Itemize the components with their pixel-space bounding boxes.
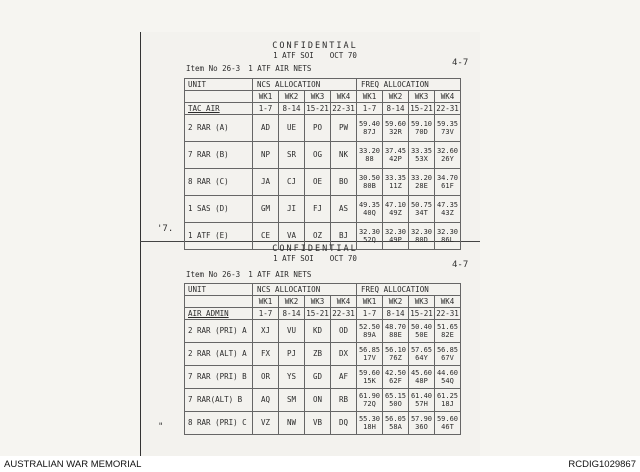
freq-code: 18J [441, 400, 454, 408]
ncs-cell: AS [331, 196, 357, 223]
week-label: WK4 [435, 296, 461, 308]
freq-code: 36O [415, 423, 428, 431]
freq-cell [409, 412, 435, 435]
item-line [186, 64, 311, 73]
freq-value: 51.65 [436, 323, 459, 331]
freq-header: FREQ ALLOCATION [357, 79, 461, 91]
freq-cell [435, 320, 461, 343]
group-label: AIR ADMIN [185, 308, 253, 320]
freq-code: 46T [441, 423, 454, 431]
week-label: WK2 [279, 91, 305, 103]
freq-code: 88 [365, 155, 374, 163]
freq-value: 45.60 [410, 369, 433, 377]
freq-cell [409, 343, 435, 366]
freq-value: 65.15 [384, 392, 407, 400]
freq-code: 72Q [363, 400, 376, 408]
freq-value: 32.30 [436, 228, 459, 236]
freq-cell [357, 366, 383, 389]
ncs-cell: XJ [253, 320, 279, 343]
item-title: 1 ATF AIR NETS [248, 270, 312, 279]
freq-cell [357, 343, 383, 366]
freq-code: 89A [363, 331, 376, 339]
ncs-header: NCS ALLOCATION [253, 79, 357, 91]
freq-value: 56.10 [384, 346, 407, 354]
freq-value: 61.25 [436, 392, 459, 400]
week-label: WK1 [357, 91, 383, 103]
ncs-cell: SM [279, 389, 305, 412]
freq-value: 44.60 [436, 369, 459, 377]
freq-value: 33.35 [410, 147, 433, 155]
ncs-cell: JA [253, 169, 279, 196]
freq-value: 56.85 [358, 346, 381, 354]
day-range: 1-7 [357, 103, 383, 115]
soi-date: OCT 70 [329, 51, 357, 60]
freq-value: 32.30 [384, 228, 407, 236]
margin-mark: '7. [157, 224, 174, 234]
day-range: 22-31 [436, 103, 459, 113]
ncs-cell: JI [279, 196, 305, 223]
freq-code: 80D [415, 236, 428, 244]
ncs-cell: OD [331, 320, 357, 343]
freq-code: 57H [415, 400, 428, 408]
ncs-cell: SR [279, 142, 305, 169]
freq-code: 80B [363, 182, 376, 190]
freq-value: 33.20 [410, 174, 433, 182]
freq-code: 34T [415, 209, 428, 217]
freq-cell [409, 196, 435, 223]
air-admin-table [184, 283, 461, 435]
freq-cell [409, 142, 435, 169]
freq-value: 59.60 [384, 120, 407, 128]
freq-code: 87J [363, 128, 376, 136]
freq-code: 50O [389, 400, 402, 408]
week-label: WK3 [305, 91, 331, 103]
freq-code: 28E [415, 182, 428, 190]
table-row [185, 115, 461, 142]
freq-cell [409, 169, 435, 196]
freq-value: 57.90 [410, 415, 433, 423]
day-range: 15-21 [306, 103, 329, 113]
unit-header: UNIT [185, 79, 253, 91]
ncs-cell: BO [331, 169, 357, 196]
table-row [185, 196, 461, 223]
unit-blank [185, 296, 253, 308]
freq-code: 15K [363, 377, 376, 385]
unit-name: 2 RAR (PRI) A [185, 320, 253, 343]
ncs-cell: VA [279, 223, 305, 250]
freq-cell [409, 389, 435, 412]
freq-cell [383, 320, 409, 343]
unit-blank [185, 91, 253, 103]
unit-header: UNIT [185, 284, 253, 296]
group-label: TAC AIR [185, 103, 253, 115]
freq-value: 32.30 [410, 228, 433, 236]
freq-cell [357, 115, 383, 142]
freq-value: 37.45 [384, 147, 407, 155]
freq-cell [435, 169, 461, 196]
item-line [186, 270, 311, 279]
freq-code: 70D [415, 128, 428, 136]
unit-name: 8 RAR (PRI) C [185, 412, 253, 435]
freq-value: 59.10 [410, 120, 433, 128]
freq-code: 67V [441, 354, 454, 362]
freq-value: 59.60 [436, 415, 459, 423]
freq-cell [383, 169, 409, 196]
page-number: 4-7 [452, 260, 469, 270]
freq-cell [435, 389, 461, 412]
freq-code: 76Z [389, 354, 402, 362]
freq-value: 56.85 [436, 346, 459, 354]
ncs-cell: GD [305, 366, 331, 389]
ncs-cell: AF [331, 366, 357, 389]
week-label: WK1 [357, 296, 383, 308]
freq-cell [435, 343, 461, 366]
week-label: WK1 [253, 296, 279, 308]
week-label: WK2 [383, 91, 409, 103]
unit-name: 7 RAR (PRI) B [185, 366, 253, 389]
day-range: 15-21 [410, 308, 433, 318]
freq-code: 58A [389, 423, 402, 431]
freq-value: 57.65 [410, 346, 433, 354]
ncs-cell: DQ [331, 412, 357, 435]
freq-code: 52Q [363, 236, 376, 244]
table-row [185, 343, 461, 366]
freq-cell [435, 115, 461, 142]
page-number: 4-7 [452, 58, 469, 68]
freq-code: 40Q [363, 209, 376, 217]
freq-value: 59.60 [358, 369, 381, 377]
ncs-cell: PO [305, 115, 331, 142]
ncs-cell: CE [253, 223, 279, 250]
freq-cell [383, 196, 409, 223]
day-range: 1-7 [253, 103, 279, 115]
freq-code: 62F [389, 377, 402, 385]
ncs-header: NCS ALLOCATION [253, 284, 357, 296]
ncs-cell: GM [253, 196, 279, 223]
ncs-cell: VU [279, 320, 305, 343]
freq-code: 17V [363, 354, 376, 362]
soi-subheader [150, 254, 480, 263]
freq-code: 49P [389, 236, 402, 244]
freq-cell [383, 115, 409, 142]
day-range: 1-7 [253, 308, 279, 320]
week-label: WK2 [383, 296, 409, 308]
day-range: 8-14 [383, 103, 409, 115]
freq-code: 86L [441, 236, 454, 244]
day-range: 1-7 [357, 308, 383, 320]
ncs-cell: DX [331, 343, 357, 366]
item-title: 1 ATF AIR NETS [248, 64, 312, 73]
freq-header: FREQ ALLOCATION [357, 284, 461, 296]
ncs-cell: VB [305, 412, 331, 435]
freq-cell [409, 115, 435, 142]
freq-value: 33.20 [358, 147, 381, 155]
day-range: 8-14 [279, 103, 305, 115]
freq-code: 18H [363, 423, 376, 431]
freq-code: 53X [415, 155, 428, 163]
day-range: 22-31 [436, 308, 459, 318]
ncs-cell: CJ [279, 169, 305, 196]
week-label: WK1 [253, 91, 279, 103]
classification-header: CONFIDENTIAL [272, 244, 358, 254]
freq-value: 42.50 [384, 369, 407, 377]
freq-code: 88E [389, 331, 402, 339]
ncs-cell: OZ [305, 223, 331, 250]
day-range: 22-31 [332, 103, 355, 113]
freq-cell [383, 142, 409, 169]
freq-value: 52.50 [358, 323, 381, 331]
ncs-cell: AD [253, 115, 279, 142]
week-label: WK4 [331, 296, 357, 308]
week-label: WK2 [279, 296, 305, 308]
freq-value: 50.40 [410, 323, 433, 331]
archive-name: AUSTRALIAN WAR MEMORIAL [4, 459, 142, 470]
day-range: 8-14 [383, 308, 409, 320]
freq-value: 34.70 [436, 174, 459, 182]
ncs-cell: ZB [305, 343, 331, 366]
freq-value: 32.60 [436, 147, 459, 155]
week-label: WK3 [409, 91, 435, 103]
ncs-cell: VZ [253, 412, 279, 435]
day-range: 22-31 [332, 308, 355, 318]
freq-code: 42P [389, 155, 402, 163]
ncs-cell: KD [305, 320, 331, 343]
soi-name: 1 ATF SOI [273, 51, 314, 60]
table-row [185, 169, 461, 196]
ncs-cell: RB [331, 389, 357, 412]
freq-code: 73V [441, 128, 454, 136]
day-range: 15-21 [410, 103, 433, 113]
freq-cell [357, 320, 383, 343]
ncs-cell: YS [279, 366, 305, 389]
classification-header: CONFIDENTIAL [272, 41, 358, 51]
soi-date: OCT 70 [329, 254, 357, 263]
freq-value: 59.35 [436, 120, 459, 128]
unit-name: 7 RAR (B) [185, 142, 253, 169]
freq-code: 32R [389, 128, 402, 136]
table-row [185, 366, 461, 389]
freq-value: 59.40 [358, 120, 381, 128]
archive-id: RCDIG1029867 [568, 459, 636, 470]
table-row [185, 142, 461, 169]
freq-code: 64Y [415, 354, 428, 362]
freq-code: 48P [415, 377, 428, 385]
freq-code: 26Y [441, 155, 454, 163]
freq-cell [435, 142, 461, 169]
week-label: WK3 [409, 296, 435, 308]
ncs-cell: FJ [305, 196, 331, 223]
freq-value: 50.75 [410, 201, 433, 209]
ncs-cell: ON [305, 389, 331, 412]
freq-cell [383, 343, 409, 366]
freq-cell [357, 389, 383, 412]
ncs-cell: BJ [331, 223, 357, 250]
ncs-cell: OR [253, 366, 279, 389]
freq-value: 32.30 [358, 228, 381, 236]
freq-code: 82E [441, 331, 454, 339]
freq-cell [357, 142, 383, 169]
freq-code: 49Z [389, 209, 402, 217]
table-row [185, 412, 461, 435]
freq-cell [409, 366, 435, 389]
freq-value: 55.30 [358, 415, 381, 423]
unit-name: 2 RAR (ALT) A [185, 343, 253, 366]
ncs-cell: NW [279, 412, 305, 435]
freq-cell [383, 366, 409, 389]
week-label: WK4 [435, 91, 461, 103]
air-nets-table [184, 78, 461, 250]
ncs-cell: AQ [253, 389, 279, 412]
day-range: 15-21 [306, 308, 329, 318]
freq-code: 11Z [389, 182, 402, 190]
week-label: WK3 [305, 296, 331, 308]
freq-cell [435, 412, 461, 435]
unit-name: 2 RAR (A) [185, 115, 253, 142]
freq-cell [435, 196, 461, 223]
freq-value: 47.35 [436, 201, 459, 209]
freq-cell [383, 412, 409, 435]
freq-value: 47.10 [384, 201, 407, 209]
item-number: Item No 26-3 [186, 64, 241, 73]
freq-value: 56.05 [384, 415, 407, 423]
freq-cell [357, 169, 383, 196]
unit-name: 7 RAR(ALT) B [185, 389, 253, 412]
freq-cell [383, 389, 409, 412]
page-left-edge [140, 32, 141, 456]
ncs-cell: PW [331, 115, 357, 142]
freq-code: 43Z [441, 209, 454, 217]
table-row [185, 389, 461, 412]
ncs-cell: OG [305, 142, 331, 169]
unit-name: 1 ATF (E) [185, 223, 253, 250]
freq-code: 61F [441, 182, 454, 190]
ncs-cell: NP [253, 142, 279, 169]
freq-value: 49.35 [358, 201, 381, 209]
ncs-cell: UE [279, 115, 305, 142]
freq-value: 61.40 [410, 392, 433, 400]
unit-name: 8 RAR (C) [185, 169, 253, 196]
soi-name: 1 ATF SOI [273, 254, 314, 263]
freq-value: 48.70 [384, 323, 407, 331]
freq-cell [357, 196, 383, 223]
ncs-cell: PJ [279, 343, 305, 366]
freq-cell [357, 412, 383, 435]
freq-value: 33.35 [384, 174, 407, 182]
freq-value: 61.90 [358, 392, 381, 400]
unit-name: 1 SAS (D) [185, 196, 253, 223]
freq-cell [435, 366, 461, 389]
bottom-margin-mark: " [158, 422, 164, 432]
freq-code: 50E [415, 331, 428, 339]
freq-code: 54Q [441, 377, 454, 385]
item-number: Item No 26-3 [186, 270, 241, 279]
ncs-cell: OE [305, 169, 331, 196]
soi-subheader [150, 51, 480, 60]
ncs-cell: NK [331, 142, 357, 169]
day-range: 8-14 [279, 308, 305, 320]
freq-cell [409, 320, 435, 343]
freq-value: 30.50 [358, 174, 381, 182]
ncs-cell: FX [253, 343, 279, 366]
week-label: WK4 [331, 91, 357, 103]
table-row [185, 320, 461, 343]
